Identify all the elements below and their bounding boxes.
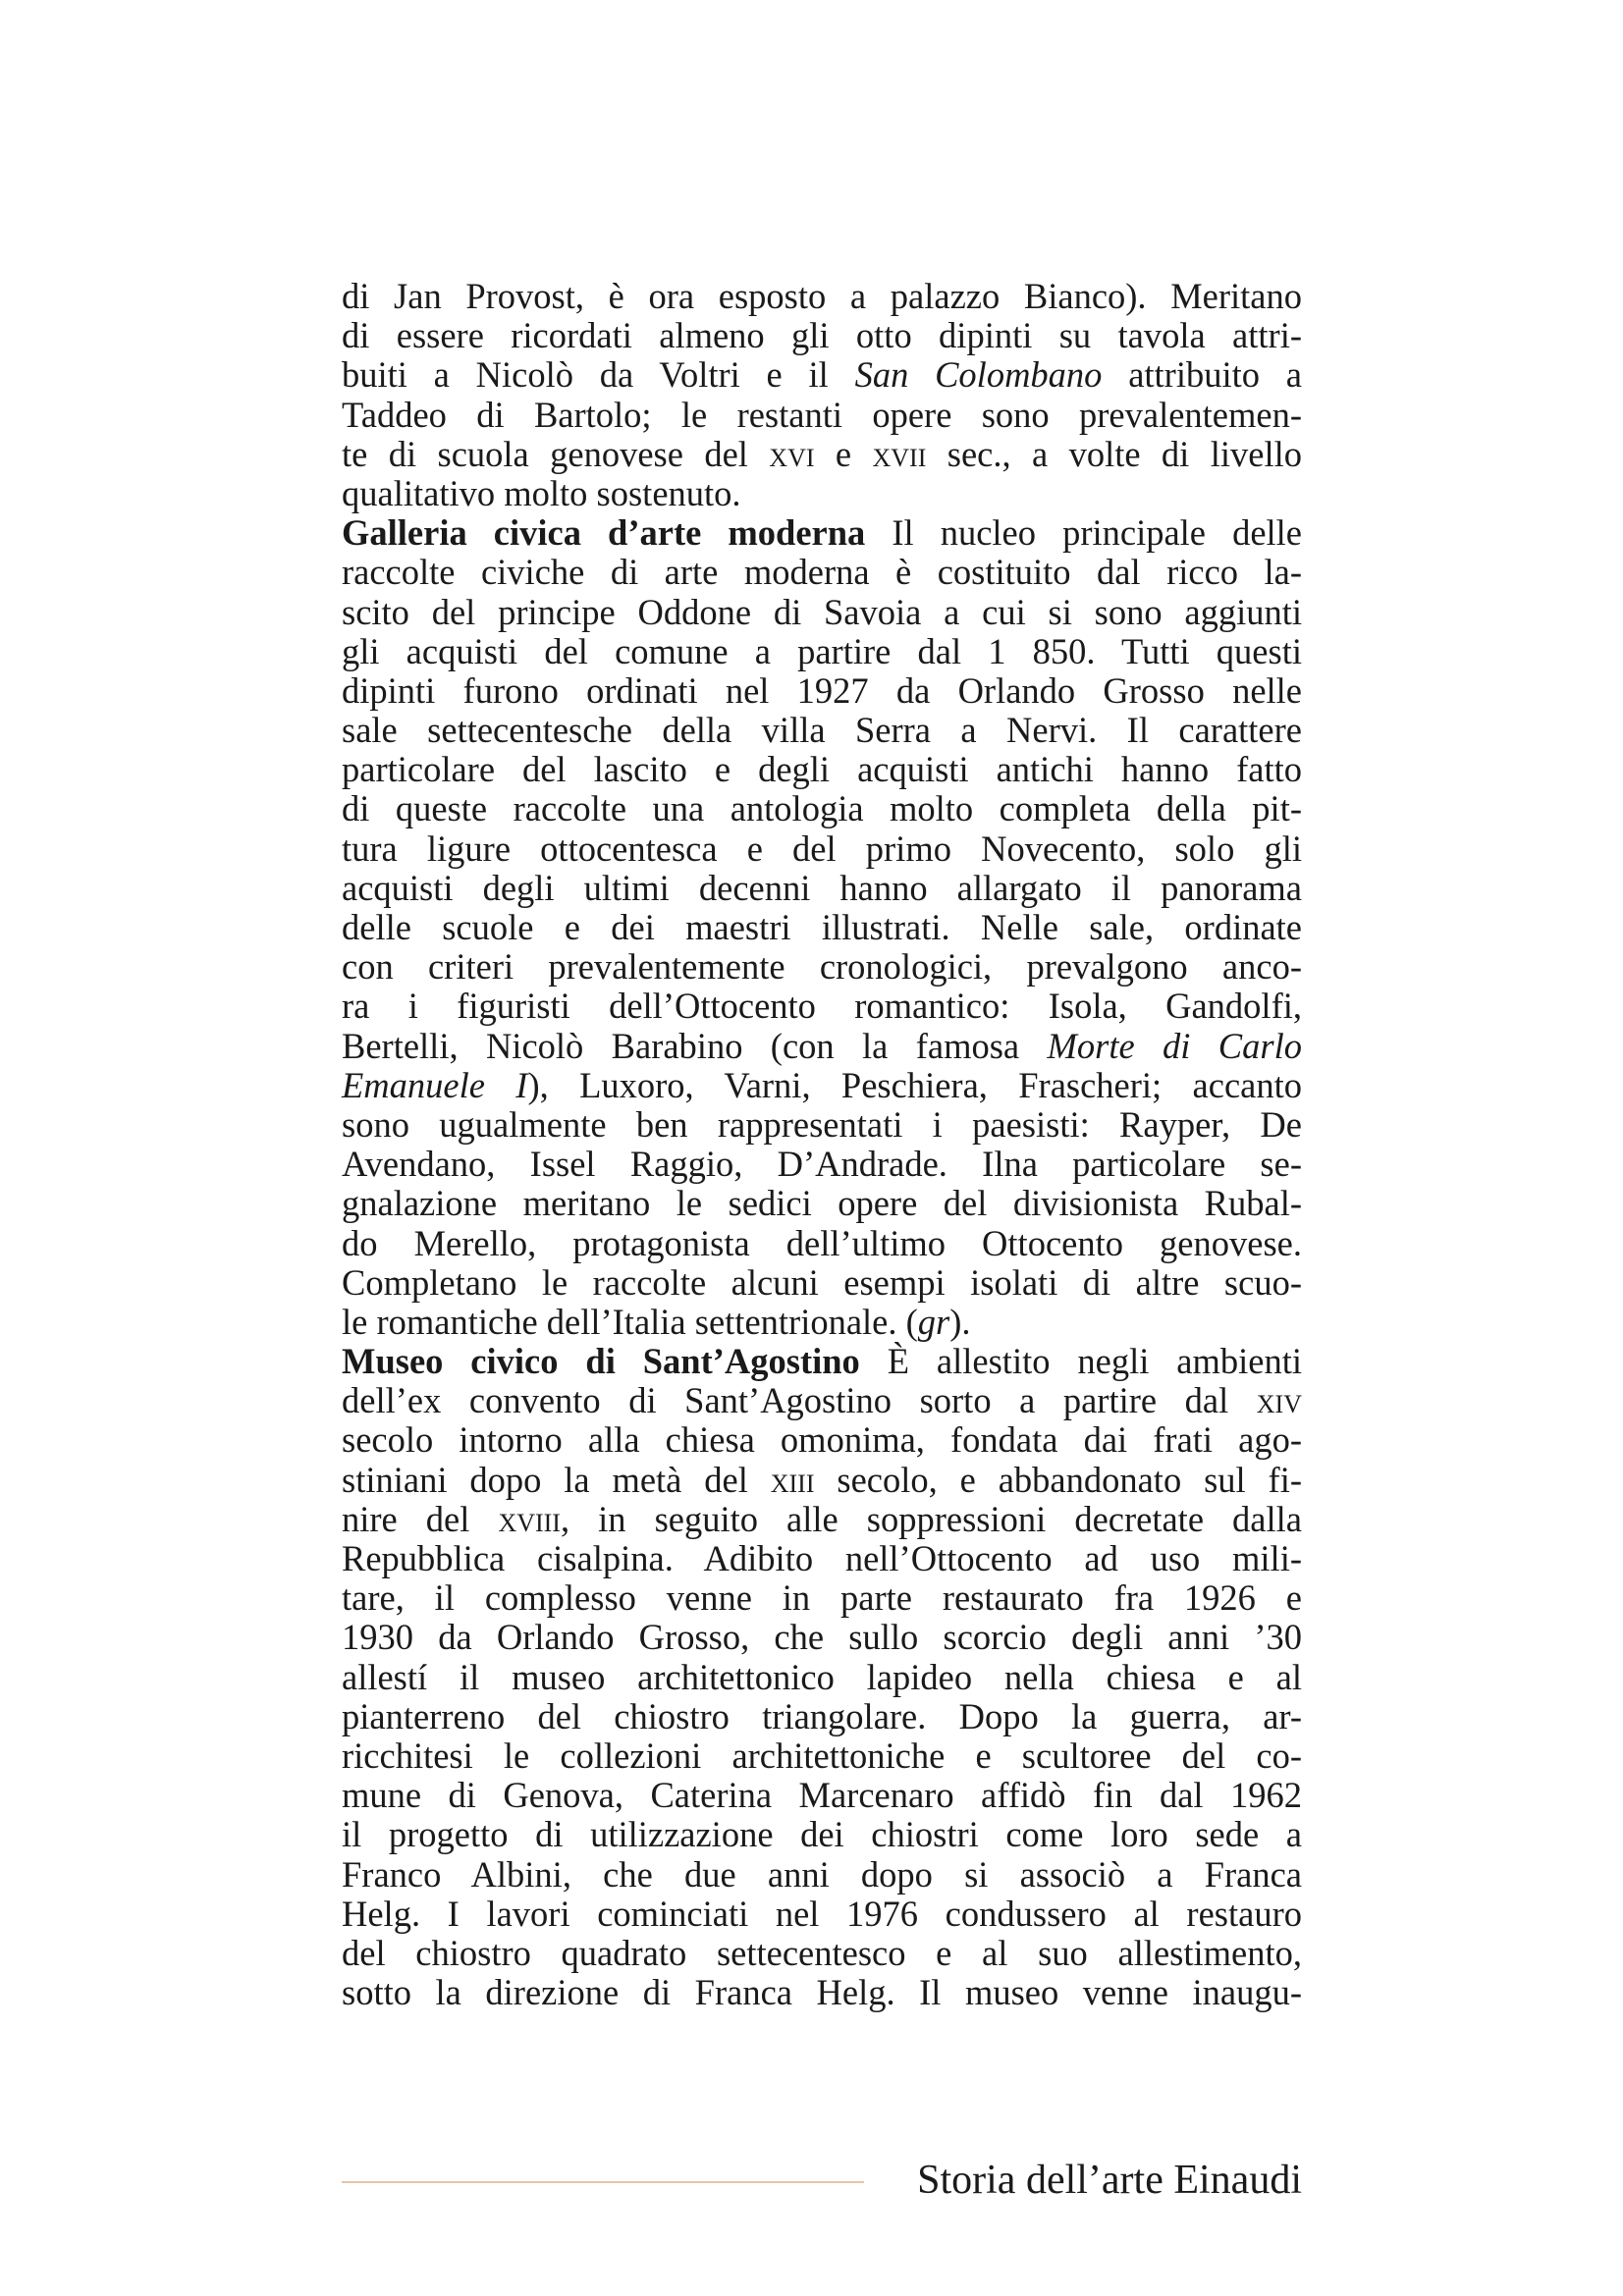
text-segment: particolare del lascito e degli acquisti antichi hanno fatto [342, 749, 1302, 790]
text-line [342, 1303, 1302, 1342]
text-line [342, 1776, 1302, 1815]
footer-title: Storia dell’arte Einaudi [917, 2158, 1302, 2203]
text-line [342, 1381, 1302, 1420]
text-segment: Taddeo di Bartolo; le restanti opere sono prevalentemen- [342, 394, 1302, 435]
entry-heading: Museo civico di Sant’Agostino [342, 1341, 860, 1382]
text-line [342, 1539, 1302, 1578]
italic-text: gr [917, 1301, 950, 1342]
text-segment: buiti a Nicolò da Voltri e il [342, 354, 855, 396]
text-segment: Avendano, Issel Raggio, D’Andrade. Ilna particolare se- [342, 1144, 1302, 1185]
text-line [342, 1105, 1302, 1145]
text-segment: Helg. I lavori cominciati nel 1976 condussero al restauro [342, 1893, 1302, 1934]
text-segment: do Merello, protagonista dell’ultimo Ottocento genovese. [342, 1222, 1302, 1263]
text-segment: qualitativo molto sostenuto. [342, 472, 741, 513]
text-segment: stiniani dopo la metà del [342, 1459, 771, 1500]
text-line [342, 1815, 1302, 1854]
text-segment: di queste raccolte una antologia molto completa della pit- [342, 788, 1302, 829]
text-segment: ricchitesi le collezioni architettoniche e scultoree del co- [342, 1735, 1302, 1776]
text-line [342, 1934, 1302, 1973]
text-segment: sale settecentesche della villa Serra a Nervi. Il carattere [342, 710, 1302, 751]
text-segment: secolo intorno alla chiesa omonima, fondata dai frati ago- [342, 1419, 1302, 1461]
text-line [342, 1500, 1302, 1539]
text-line [342, 829, 1302, 869]
text-line [342, 1461, 1302, 1500]
text-line [342, 869, 1302, 908]
text-segment: pianterreno del chiostro triangolare. Dopo la guerra, ar- [342, 1695, 1302, 1736]
text-segment: sotto la direzione di Franca Helg. Il museo venne inaugu- [342, 1972, 1302, 2013]
text-line [342, 987, 1302, 1026]
text-segment: ). [949, 1301, 971, 1342]
text-segment: te di scuola genovese del [342, 433, 770, 474]
italic-text: Morte di Carlo [1047, 1025, 1302, 1066]
text-segment: Repubblica cisalpina. Adibito nell’Ottocento ad uso mili- [342, 1538, 1302, 1578]
text-segment: acquisti degli ultimi decenni hanno allargato il panorama [342, 867, 1302, 908]
century-numeral: xviii [498, 1498, 561, 1539]
body-text [342, 277, 1302, 2012]
text-line [342, 277, 1302, 316]
text-segment: sec., a volte di livello [926, 433, 1302, 474]
text-segment: tare, il complesso venne in parte restaurato fra 1926 e [342, 1577, 1302, 1619]
text-line [342, 789, 1302, 828]
text-segment: dell’ex convento di Sant’Agostino sorto a partire dal [342, 1380, 1257, 1421]
footer-rule [342, 2181, 864, 2183]
text-segment: attribuito a [1102, 354, 1302, 396]
text-segment: mune di Genova, Caterina Marcenaro affidò fin dal 1962 [342, 1775, 1302, 1816]
text-line [342, 1420, 1302, 1460]
text-line [342, 593, 1302, 632]
text-line [342, 1973, 1302, 2012]
text-line [342, 1263, 1302, 1303]
text-segment: sono ugualmente ben rappresentati i paesisti: Rayper, De [342, 1103, 1302, 1145]
text-line [342, 671, 1302, 711]
text-segment: scito del principe Oddone di Savoia a cui si sono aggiunti [342, 591, 1302, 632]
century-numeral: xiv [1256, 1380, 1302, 1421]
century-numeral: xvi [769, 433, 815, 474]
text-segment: dipinti furono ordinati nel 1927 da Orlando Grosso nelle [342, 669, 1302, 711]
text-line [342, 1697, 1302, 1736]
italic-text: Emanuele I [342, 1064, 528, 1105]
text-line [342, 750, 1302, 789]
text-line [342, 435, 1302, 474]
text-segment: le romantiche dell’Italia settentrionale. ( [342, 1301, 918, 1342]
text-line [342, 1145, 1302, 1184]
text-line [342, 1027, 1302, 1066]
text-segment: Franco Albini, che due anni dopo si associò a Franca [342, 1853, 1302, 1895]
text-segment: allestí il museo architettonico lapideo nella chiesa e al [342, 1656, 1302, 1697]
text-segment: tura ligure ottocentesca e del primo Novecento, solo gli [342, 828, 1302, 869]
text-segment: gnalazione meritano le sedici opere del divisionista Rubal- [342, 1183, 1302, 1224]
text-line [342, 1224, 1302, 1263]
text-segment: È allestito negli ambienti [859, 1341, 1302, 1382]
text-line [342, 632, 1302, 671]
text-segment: nire del [342, 1498, 499, 1539]
text-line [342, 1658, 1302, 1697]
text-segment: raccolte civiche di arte moderna è costituito dal ricco la- [342, 552, 1302, 593]
text-segment: del chiostro quadrato settecentesco e al suo allestimento, [342, 1932, 1302, 1973]
text-segment: secolo, e abbandonato sul fi- [814, 1459, 1303, 1500]
text-segment: il progetto di utilizzazione dei chiostri come loro sede a [342, 1814, 1302, 1855]
century-numeral: xvii [872, 433, 927, 474]
text-segment: Il nucleo principale delle [865, 512, 1303, 554]
text-segment: , in seguito alle soppressioni decretate dalla [560, 1498, 1302, 1539]
text-segment: Bertelli, Nicolò Barabino (con la famosa [342, 1025, 1048, 1066]
text-line [342, 396, 1302, 435]
text-segment: Completano le raccolte alcuni esempi isolati di altre scuo- [342, 1261, 1302, 1303]
text-segment: di essere ricordati almeno gli otto dipinti su tavola attri- [342, 315, 1302, 356]
text-line [342, 1618, 1302, 1657]
text-line [342, 711, 1302, 750]
text-line [342, 513, 1302, 553]
text-segment: gli acquisti del comune a partire dal 1 850. Tutti questi [342, 630, 1302, 671]
text-line [342, 355, 1302, 395]
text-line [342, 316, 1302, 355]
text-line [342, 1736, 1302, 1776]
entry-heading: Galleria civica d’arte moderna [342, 512, 866, 554]
text-line [342, 1184, 1302, 1223]
text-line [342, 908, 1302, 947]
text-line [342, 1066, 1302, 1105]
text-line [342, 553, 1302, 592]
text-line [342, 1855, 1302, 1895]
text-segment: e [814, 433, 873, 474]
text-segment: ), Luxoro, Varni, Peschiera, Frascheri; accanto [527, 1064, 1302, 1105]
text-line [342, 474, 1302, 513]
text-segment: 1930 da Orlando Grosso, che sullo scorcio degli anni ’30 [342, 1617, 1302, 1658]
text-segment: con criteri prevalentemente cronologici, prevalgono anco- [342, 946, 1302, 988]
text-segment: delle scuole e dei maestri illustrati. Nelle sale, ordinate [342, 907, 1302, 947]
text-segment: ra i figuristi dell’Ottocento romantico: Isola, Gandolfi, [342, 986, 1302, 1027]
text-segment: di Jan Provost, è ora esposto a palazzo Bianco). Meritano [342, 276, 1302, 316]
text-line [342, 1342, 1302, 1381]
text-line [342, 1895, 1302, 1934]
century-numeral: xiii [770, 1459, 815, 1500]
text-line [342, 947, 1302, 987]
italic-text: San Colombano [854, 354, 1103, 396]
text-line [342, 1578, 1302, 1618]
